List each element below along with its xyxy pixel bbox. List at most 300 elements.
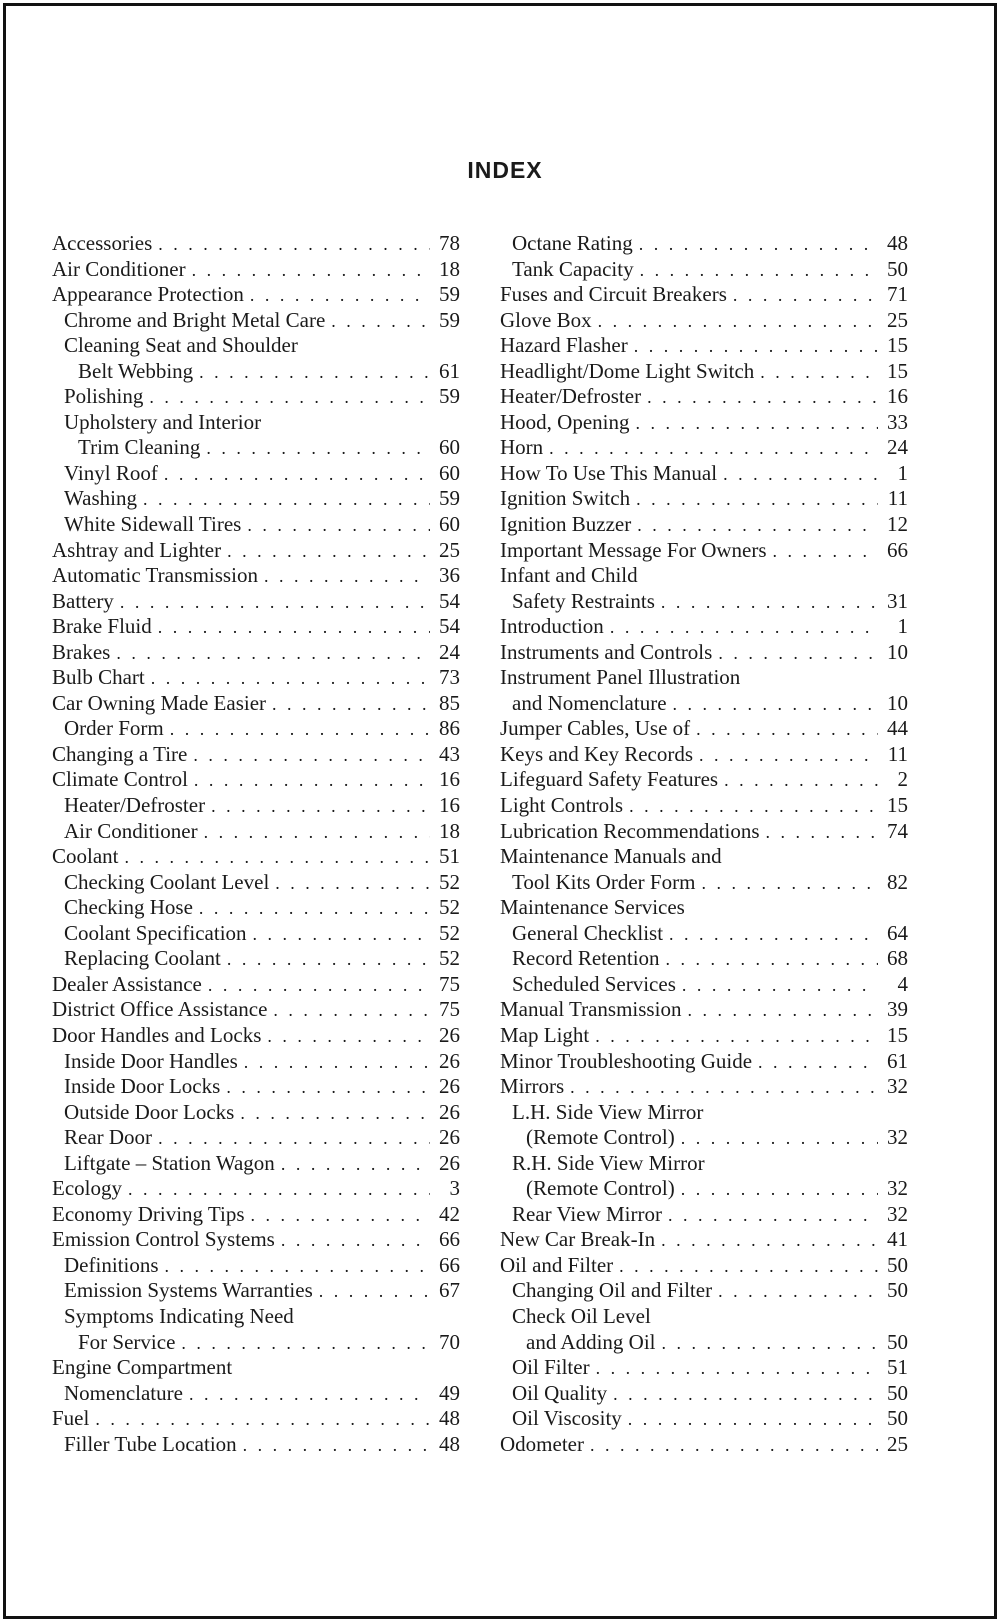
- dot-leader: [208, 973, 430, 998]
- index-entry-label: Checking Hose: [64, 895, 193, 920]
- dot-leader: [251, 1203, 430, 1228]
- index-entry-page: 3: [449, 1176, 460, 1201]
- index-entry: [500, 512, 908, 538]
- index-entry-label: Liftgate – Station Wagon: [64, 1150, 275, 1175]
- index-entry-page: 51: [439, 844, 460, 869]
- index-entry: [500, 895, 908, 921]
- index-entry-page: 50: [887, 256, 908, 281]
- dot-leader: [267, 1024, 430, 1049]
- index-entry-label: Oil Filter: [512, 1355, 590, 1380]
- index-entry-page: 36: [439, 563, 460, 588]
- dot-leader: [549, 436, 878, 461]
- dot-leader: [264, 564, 430, 589]
- index-entry: [500, 563, 908, 589]
- dot-leader: [634, 334, 878, 359]
- index-entry: [52, 1381, 460, 1407]
- index-entry-page: 26: [439, 1022, 460, 1047]
- index-entry: [500, 231, 908, 257]
- index-entry-page: 48: [439, 1406, 460, 1431]
- index-entry-page: 25: [887, 307, 908, 332]
- index-entry-label: Belt Webbing: [78, 358, 194, 383]
- index-entry-label: Chrome and Bright Metal Care: [64, 307, 326, 332]
- index-entry: [52, 512, 460, 538]
- dot-leader: [595, 1024, 878, 1049]
- index-entry: [52, 384, 460, 410]
- index-entry: [500, 1406, 908, 1432]
- index-entry-page: 39: [887, 997, 908, 1022]
- dot-leader: [696, 717, 878, 742]
- index-entry: [500, 1330, 908, 1356]
- index-entry-label: Economy Driving Tips: [52, 1201, 245, 1226]
- index-entry-label: Polishing: [64, 384, 144, 409]
- index-entry-page: 61: [887, 1048, 908, 1073]
- index-entry: [52, 870, 460, 896]
- index-entry-label: For Service: [78, 1329, 176, 1354]
- index-entry-page: 41: [887, 1227, 908, 1252]
- index-entry-label: Oil Viscosity: [512, 1406, 622, 1431]
- dot-leader: [687, 998, 878, 1023]
- dot-leader: [181, 1331, 430, 1356]
- index-entry-label: Manual Transmission: [500, 997, 682, 1022]
- dot-leader: [629, 794, 878, 819]
- index-entry-page: 24: [887, 435, 908, 460]
- index-entry: [500, 1227, 908, 1253]
- index-entry-page: 25: [887, 1431, 908, 1456]
- dot-leader: [699, 743, 878, 768]
- index-entry-label: Dealer Assistance: [52, 971, 202, 996]
- index-entry: [52, 716, 460, 742]
- index-entry: [500, 844, 908, 870]
- index-entry-label: Climate Control: [52, 767, 188, 792]
- index-entry: [52, 1406, 460, 1432]
- index-entry: [52, 1100, 460, 1126]
- index-entry-label: Ecology: [52, 1176, 122, 1201]
- dot-leader: [613, 1382, 878, 1407]
- dot-leader: [275, 871, 430, 896]
- index-entry: [52, 333, 460, 359]
- index-entry-page: 78: [439, 231, 460, 255]
- dot-leader: [647, 385, 878, 410]
- index-entry: [52, 742, 460, 768]
- dot-leader: [673, 692, 878, 717]
- index-entry-page: 10: [887, 690, 908, 715]
- index-entry-label: Tank Capacity: [512, 256, 634, 281]
- index-entry-page: 26: [439, 1150, 460, 1175]
- index-entry: [52, 895, 460, 921]
- index-entry-page: 18: [439, 256, 460, 281]
- dot-leader: [636, 487, 878, 512]
- dot-leader: [273, 998, 430, 1023]
- index-entry-page: 52: [439, 946, 460, 971]
- dot-leader: [243, 1433, 430, 1458]
- index-entry-page: 59: [439, 486, 460, 511]
- index-entry-page: 60: [439, 512, 460, 537]
- index-entry-page: 31: [887, 588, 908, 613]
- index-entry: [500, 972, 908, 998]
- page-title: INDEX: [467, 157, 543, 184]
- index-entry: [52, 946, 460, 972]
- index-entry: [500, 384, 908, 410]
- dot-leader: [331, 309, 430, 334]
- index-entry-label: Headlight/Dome Light Switch: [500, 358, 755, 383]
- index-entry-page: 32: [887, 1176, 908, 1201]
- index-entry: [500, 640, 908, 666]
- index-entry: [500, 1381, 908, 1407]
- index-entry-page: 42: [439, 1201, 460, 1226]
- index-entry-label: Door Handles and Locks: [52, 1022, 262, 1047]
- dot-leader: [281, 1152, 430, 1177]
- index-entry: [500, 1100, 908, 1126]
- index-entry: [500, 1023, 908, 1049]
- index-entry-label: Map Light: [500, 1022, 590, 1047]
- dot-leader: [120, 590, 430, 615]
- index-entry: [52, 614, 460, 640]
- index-entry: [500, 1355, 908, 1381]
- index-entry-label: Tool Kits Order Form: [512, 869, 696, 894]
- index-entry-page: 16: [439, 793, 460, 818]
- index-entry-label: Emission Systems Warranties: [64, 1278, 313, 1303]
- index-entry: [52, 972, 460, 998]
- dot-leader: [211, 794, 430, 819]
- dot-leader: [662, 1331, 879, 1356]
- index-entry: [52, 921, 460, 947]
- index-entry-label: Mirrors: [500, 1074, 565, 1099]
- dot-leader: [272, 692, 430, 717]
- dot-leader: [733, 283, 878, 308]
- index-entry-label: White Sidewall Tires: [64, 512, 242, 537]
- index-entry-label: Ignition Switch: [500, 486, 631, 511]
- index-entry: [52, 1176, 460, 1202]
- index-entry: [52, 1330, 460, 1356]
- dot-leader: [639, 232, 878, 257]
- index-entry-label: Vinyl Roof: [64, 460, 158, 485]
- dot-leader: [158, 1126, 430, 1151]
- index-entry: [52, 640, 460, 666]
- dot-leader: [165, 1254, 431, 1279]
- index-entry: [52, 793, 460, 819]
- index-entry-page: 50: [887, 1380, 908, 1405]
- index-entry-label: Record Retention: [512, 946, 660, 971]
- index-entry-label: Appearance Protection: [52, 282, 244, 307]
- index-entry-page: 52: [439, 869, 460, 894]
- index-entry-label: How To Use This Manual: [500, 460, 718, 485]
- index-entry: [52, 1355, 460, 1381]
- dot-leader: [610, 615, 878, 640]
- index-entry: [52, 461, 460, 487]
- index-entry: [52, 1023, 460, 1049]
- index-entry: [52, 282, 460, 308]
- dot-leader: [570, 1075, 878, 1100]
- index-entry: [500, 793, 908, 819]
- index-entry: [52, 1049, 460, 1075]
- index-entry-page: 71: [887, 282, 908, 307]
- index-entry-page: 48: [439, 1431, 460, 1456]
- dot-leader: [701, 871, 878, 896]
- dot-leader: [204, 820, 430, 845]
- dot-leader: [189, 1382, 430, 1407]
- index-entry: [500, 1151, 908, 1177]
- index-entry-label: Lifeguard Safety Features: [500, 767, 719, 792]
- dot-leader: [681, 1126, 878, 1151]
- index-entry-label: Emission Control Systems: [52, 1227, 275, 1252]
- index-entry: [52, 435, 460, 461]
- index-entry: [500, 767, 908, 793]
- index-entry: [500, 486, 908, 512]
- index-entry: [52, 1151, 460, 1177]
- index-entry-page: 50: [887, 1329, 908, 1354]
- index-entry-label: Maintenance Manuals and: [500, 844, 722, 869]
- index-entry: [500, 1432, 908, 1458]
- index-entry: [500, 538, 908, 564]
- index-entry-page: 49: [439, 1380, 460, 1405]
- dot-leader: [164, 462, 430, 487]
- dot-leader: [661, 590, 878, 615]
- index-entry-page: 86: [439, 716, 460, 741]
- index-entry: [52, 1278, 460, 1304]
- index-entry-label: Horn: [500, 435, 544, 460]
- index-entry: [500, 1125, 908, 1151]
- index-entry: [52, 1202, 460, 1228]
- index-entry-page: 48: [887, 231, 908, 255]
- dot-leader: [151, 666, 430, 691]
- index-entry: [500, 589, 908, 615]
- index-entry-label: Brake Fluid: [52, 614, 152, 639]
- index-entry-label: Washing: [64, 486, 137, 511]
- index-entry: [52, 538, 460, 564]
- index-entry-label: Coolant: [52, 844, 119, 869]
- index-entry-label: Octane Rating: [512, 231, 633, 255]
- dot-leader: [95, 1407, 430, 1432]
- index-entry: [500, 742, 908, 768]
- dot-leader: [718, 1279, 878, 1304]
- index-entry: [52, 767, 460, 793]
- index-entry-page: 1: [897, 460, 908, 485]
- index-entry-page: 44: [887, 716, 908, 741]
- dot-leader: [149, 385, 430, 410]
- index-entry-label: District Office Assistance: [52, 997, 268, 1022]
- index-entry: [500, 946, 908, 972]
- dot-leader: [640, 258, 878, 283]
- index-entry-label: General Checklist: [512, 920, 664, 945]
- dot-leader: [668, 1203, 878, 1228]
- index-entry-page: 32: [887, 1201, 908, 1226]
- index-entry: [500, 665, 908, 691]
- index-entry-label: Rear Door: [64, 1125, 153, 1150]
- index-entry-page: 11: [887, 741, 908, 766]
- dot-leader: [723, 462, 878, 487]
- index-entry: [500, 870, 908, 896]
- index-entry-page: 10: [887, 639, 908, 664]
- index-entry-label: Changing a Tire: [52, 741, 188, 766]
- index-entry-page: 51: [887, 1355, 908, 1380]
- index-entry: [500, 461, 908, 487]
- index-entry: [52, 231, 460, 257]
- index-entry-label: Trim Cleaning: [78, 435, 201, 460]
- index-entry: [52, 997, 460, 1023]
- dot-leader: [192, 258, 430, 283]
- index-entry-page: 15: [887, 1022, 908, 1047]
- index-entry-page: 32: [887, 1074, 908, 1099]
- index-entry-page: 2: [897, 767, 908, 792]
- index-entry: [52, 1125, 460, 1151]
- index-entry-page: 50: [887, 1406, 908, 1431]
- index-entry-label: (Remote Control): [526, 1176, 675, 1201]
- dot-leader: [766, 820, 878, 845]
- dot-leader: [116, 641, 430, 666]
- index-entry-page: 24: [439, 639, 460, 664]
- index-entry-label: Maintenance Services: [500, 895, 685, 920]
- index-entry-label: Jumper Cables, Use of: [500, 716, 691, 741]
- index-entry-label: Minor Troubleshooting Guide: [500, 1048, 753, 1073]
- dot-leader: [247, 513, 430, 538]
- index-entry-label: Automatic Transmission: [52, 563, 258, 588]
- index-entry-page: 66: [439, 1252, 460, 1277]
- dot-leader: [158, 615, 430, 640]
- index-entry-page: 74: [887, 818, 908, 843]
- index-entry-label: and Nomenclature: [512, 690, 667, 715]
- index-entry: [52, 308, 460, 334]
- index-entry-page: 52: [439, 895, 460, 920]
- index-entry: [52, 563, 460, 589]
- index-entry-page: 59: [439, 282, 460, 307]
- index-entry: [52, 1253, 460, 1279]
- index-entry-label: Changing Oil and Filter: [512, 1278, 713, 1303]
- index-entry-label: Cleaning Seat and Shoulder: [64, 333, 298, 358]
- dot-leader: [206, 436, 430, 461]
- index-entry-label: Safety Restraints: [512, 588, 655, 613]
- index-entry: [500, 614, 908, 640]
- index-entry-label: Air Conditioner: [64, 818, 198, 843]
- index-entry-label: Upholstery and Interior: [64, 409, 262, 434]
- index-entry-page: 59: [439, 384, 460, 409]
- index-entry-label: Air Conditioner: [52, 256, 186, 281]
- index-entry-label: Oil and Filter: [500, 1252, 614, 1277]
- index-entry: [500, 1049, 908, 1075]
- dot-leader: [619, 1254, 878, 1279]
- index-entry: [500, 1253, 908, 1279]
- index-entry-label: Important Message For Owners: [500, 537, 767, 562]
- index-entry-label: Coolant Specification: [64, 920, 247, 945]
- dot-leader: [773, 539, 878, 564]
- index-entry-label: Outside Door Locks: [64, 1099, 235, 1124]
- dot-leader: [281, 1228, 430, 1253]
- index-entry-label: Oil Quality: [512, 1380, 608, 1405]
- dot-leader: [193, 743, 430, 768]
- index-entry-label: Engine Compartment: [52, 1355, 233, 1380]
- index-entry-page: 68: [887, 946, 908, 971]
- index-entry-page: 16: [887, 384, 908, 409]
- dot-leader: [227, 947, 430, 972]
- index-entry-label: Odometer: [500, 1431, 584, 1456]
- dot-leader: [194, 768, 430, 793]
- dot-leader: [125, 845, 431, 870]
- index-entry-label: Instrument Panel Illustration: [500, 665, 741, 690]
- index-entry: [500, 333, 908, 359]
- index-entry: [52, 1432, 460, 1458]
- index-entry-page: 1: [897, 614, 908, 639]
- index-entry: [500, 691, 908, 717]
- index-entry: [52, 1304, 460, 1330]
- index-entry-page: 32: [887, 1125, 908, 1150]
- index-entry-page: 66: [439, 1227, 460, 1252]
- index-entry-label: Replacing Coolant: [64, 946, 221, 971]
- dot-leader: [199, 360, 430, 385]
- index-entry-page: 16: [439, 767, 460, 792]
- index-entry-label: Introduction: [500, 614, 604, 639]
- index-entry-label: Accessories: [52, 231, 153, 255]
- index-entry-page: 33: [887, 409, 908, 434]
- index-entry: [500, 716, 908, 742]
- index-entry: [500, 1278, 908, 1304]
- index-entry-page: 26: [439, 1099, 460, 1124]
- index-entry-label: Glove Box: [500, 307, 592, 332]
- index-entry: [500, 997, 908, 1023]
- index-entry-label: Instruments and Controls: [500, 639, 713, 664]
- index-entry-label: Inside Door Handles: [64, 1048, 238, 1073]
- index-entry-label: Keys and Key Records: [500, 741, 694, 766]
- index-entry: [500, 359, 908, 385]
- index-entry: [500, 435, 908, 461]
- index-entry-page: 15: [887, 358, 908, 383]
- index-entry-page: 54: [439, 614, 460, 639]
- index-entry-label: Bulb Chart: [52, 665, 145, 690]
- dot-leader: [718, 641, 878, 666]
- index-entry-label: New Car Break-In: [500, 1227, 656, 1252]
- index-entry-label: (Remote Control): [526, 1125, 675, 1150]
- index-entry-label: Hood, Opening: [500, 409, 630, 434]
- index-entry-page: 15: [887, 333, 908, 358]
- index-entry-page: 15: [887, 793, 908, 818]
- index-entry-label: Light Controls: [500, 793, 624, 818]
- dot-leader: [681, 1177, 878, 1202]
- index-entry: [52, 589, 460, 615]
- index-entry: [500, 1074, 908, 1100]
- dot-leader: [199, 896, 430, 921]
- index-entry-page: 61: [439, 358, 460, 383]
- index-entry-page: 75: [439, 997, 460, 1022]
- dot-leader: [226, 1075, 430, 1100]
- dot-leader: [758, 1050, 878, 1075]
- index-entry-page: 25: [439, 537, 460, 562]
- index-entry-label: Inside Door Locks: [64, 1074, 221, 1099]
- index-entry-page: 64: [887, 920, 908, 945]
- index-entry-label: Filler Tube Location: [64, 1431, 237, 1456]
- index-entry-page: 18: [439, 818, 460, 843]
- index-entry: [500, 1176, 908, 1202]
- index-entry: [500, 410, 908, 436]
- index-entry-label: Nomenclature: [64, 1380, 183, 1405]
- dot-leader: [253, 922, 430, 947]
- dot-leader: [682, 973, 878, 998]
- index-entry-label: Lubrication Recommendations: [500, 818, 760, 843]
- dot-leader: [319, 1279, 430, 1304]
- index-entry-page: 26: [439, 1074, 460, 1099]
- dot-leader: [143, 487, 430, 512]
- index-column-left: [52, 231, 460, 1457]
- index-entry-label: Ignition Buzzer: [500, 512, 632, 537]
- dot-leader: [636, 411, 879, 436]
- dot-leader: [170, 717, 430, 742]
- index-entry-page: 85: [439, 690, 460, 715]
- index-entry-label: Car Owning Made Easier: [52, 690, 267, 715]
- index-entry-label: Checking Coolant Level: [64, 869, 270, 894]
- index-entry: [500, 1304, 908, 1330]
- index-entry: [52, 359, 460, 385]
- index-entry-page: 75: [439, 971, 460, 996]
- index-entry-label: Symptoms Indicating Need: [64, 1303, 294, 1328]
- index-entry-label: Hazard Flasher: [500, 333, 628, 358]
- index-entry-label: Heater/Defroster: [64, 793, 206, 818]
